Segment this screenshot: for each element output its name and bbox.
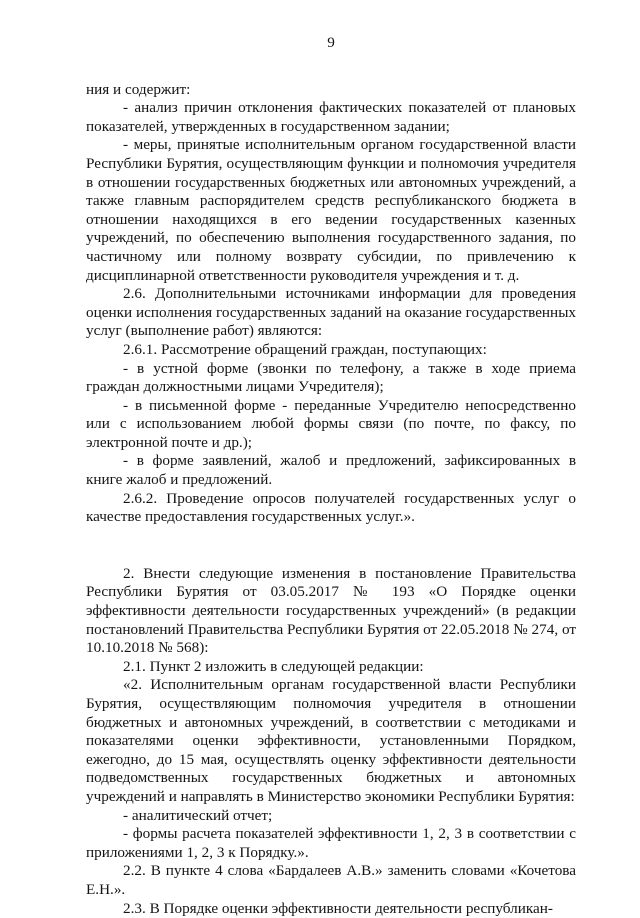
paragraph-2-3: 2.3. В Порядке оценки эффективности деятельности республикан-: [123, 899, 553, 917]
paragraph-new-item-2: «2. Исполнительным органам государственной власти Республики Бурятия, осуществляющим полномочия учредителя в отношении бюджетных и автономных учреждений, в соответствии с методиками и показателями оценки эффективности, установленными Порядком, ежегодно, до 15 мая, осуществлять оценку эффективности деятельности подведомственных государственных бюджетных и автономных учреждений и направлять в Министерство экономики Республики Бурятия:: [86, 676, 576, 805]
paragraph-written-form: - в письменной форме - переданные Учредителю непосредственно или с использованием любой формы связи (по почте, по факсу, по электронной почте и др.);: [86, 396, 576, 451]
paragraph-2-6-1: 2.6.1. Рассмотрение обращений граждан, поступающих:: [123, 340, 487, 358]
document-page: [86, 34, 576, 918]
paragraph-continuation: ния и содержит:: [86, 80, 191, 98]
paragraph-2-6-2: 2.6.2. Проведение опросов получателей государственных услуг о качестве предоставления государственных услуг.».: [86, 489, 576, 526]
paragraph-analytical-report: - аналитический отчет;: [123, 806, 273, 824]
paragraph-2-2: 2.2. В пункте 4 слова «Бардалеев А.В.» заменить словами «Кочетова Е.Н.».: [86, 862, 576, 898]
page-number: 9: [327, 34, 335, 51]
paragraph-2-6: 2.6. Дополнительными источниками информации для проведения оценки исполнения государственных заданий на оказание государственных услуг (выполнение работ) являются:: [86, 285, 576, 340]
paragraph-deviation-analysis: - анализ причин отклонения фактических показателей от плановых показателей, утвержденных в государственном задании;: [86, 99, 576, 135]
paragraph-measures: - меры, принятые исполнительным органом государственной власти Республики Бурятия, осуществляющим функции и полномочия учредителя в отношении государственных бюджетных или автономных учреждений, а также главным распорядителем средств республиканского бюджета в отношении находящихся в его ведении государственных казенных учреждений, по обеспечению выполнения государственного задания, по частичному или полному возврату субсидии, по привлечению к дисциплинарной ответственности руководителя учреждения и т. д.: [86, 136, 576, 284]
paragraph-oral-form: - в устной форме (звонки по телефону, а также в ходе приема граждан должностными лицами Учредителя);: [86, 359, 576, 396]
paragraph-item-2: 2. Внести следующие изменения в постановление Правительства Республики Бурятия от 03.05.2017 № 193 «О Порядке оценки эффективности деятельности государственных учреждений» (в редакции постановлений Правительства Республики Бурятия от 22.05.2018 № 274, от 10.10.2018 № 568):: [86, 564, 576, 657]
paragraph-complaints-book: - в форме заявлений, жалоб и предложений, зафиксированных в книге жалоб и предложений.: [86, 452, 576, 489]
paragraph-2-1: 2.1. Пункт 2 изложить в следующей редакции:: [123, 657, 424, 675]
paragraph-calculation-forms: - формы расчета показателей эффективности 1, 2, 3 в соответствии с приложениями 1, 2, 3 к Порядку.».: [86, 825, 576, 861]
